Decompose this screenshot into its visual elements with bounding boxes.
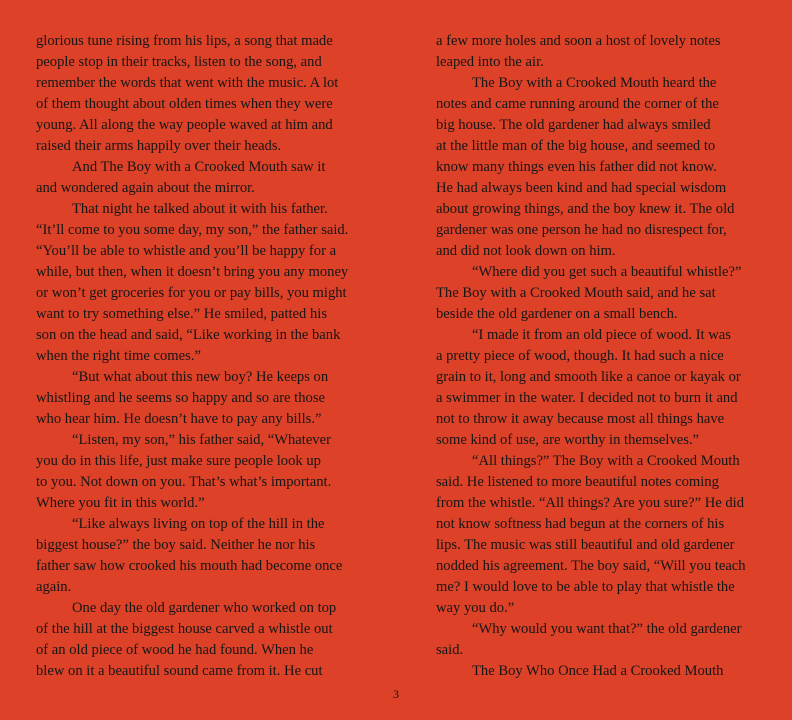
- text-line: and did not look down on him.: [436, 243, 616, 259]
- text-line: “It’ll come to you some day, my son,” the father said.: [36, 222, 349, 238]
- left-text-column: [36, 31, 368, 682]
- text-line: leaped into the air.: [436, 54, 544, 70]
- text-line: young. All along the way people waved at him and: [36, 117, 333, 133]
- text-line: The Boy with a Crooked Mouth said, and he sat: [436, 285, 716, 301]
- text-line: lips. The music was still beautiful and old gardener: [436, 537, 735, 553]
- text-line: raised their arms happily over their heads.: [36, 138, 282, 154]
- text-line: from the whistle. “All things? Are you sure?” He did: [436, 495, 745, 511]
- text-line: “Where did you get such a beautiful whistle?”: [472, 264, 742, 280]
- text-line: me? I would love to be able to play that whistle the: [436, 579, 735, 595]
- text-line: way you do.”: [436, 600, 515, 616]
- text-line: “I made it from an old piece of wood. It was: [472, 327, 731, 343]
- text-line: He had always been kind and had special wisdom: [436, 180, 727, 196]
- text-line: father saw how crooked his mouth had become once: [36, 558, 343, 574]
- text-line: at the little man of the big house, and seemed to: [436, 138, 716, 154]
- text-line: “Like always living on top of the hill in the: [72, 516, 325, 532]
- text-line: you do in this life, just make sure people look up: [36, 453, 321, 469]
- text-line: “You’ll be able to whistle and you’ll be happy for a: [36, 243, 337, 259]
- text-line: not to throw it away because most all things have: [436, 411, 725, 427]
- text-line: of the hill at the biggest house carved a whistle out: [36, 621, 333, 637]
- text-line: a swimmer in the water. I decided not to burn it and: [436, 390, 738, 406]
- text-line: people stop in their tracks, listen to the song, and: [36, 54, 322, 70]
- text-line: nodded his agreement. The boy said, “Will you teach: [436, 558, 746, 574]
- text-line: Where you fit in this world.”: [36, 495, 205, 511]
- text-line: remember the words that went with the music. A lot: [36, 75, 339, 91]
- text-line: son on the head and said, “Like working in the bank: [36, 327, 341, 343]
- text-line: about growing things, and the boy knew it. The old: [436, 201, 735, 217]
- text-line: a few more holes and soon a host of lovely notes: [436, 33, 721, 49]
- text-line: The Boy with a Crooked Mouth heard the: [472, 75, 717, 91]
- text-line: not know softness had begun at the corners of his: [436, 516, 725, 532]
- page-number: 3: [393, 687, 399, 701]
- text-line: who hear him. He doesn’t have to pay any bills.”: [36, 411, 322, 427]
- text-line: some kind of use, are worthy in themselves.”: [436, 432, 700, 448]
- text-line: said. He listened to more beautiful notes coming: [436, 474, 719, 490]
- text-line: while, but then, when it doesn’t bring you any money: [36, 264, 349, 280]
- text-line: whistling and he seems so happy and so are those: [36, 390, 325, 406]
- text-line: to you. Not down on you. That’s what’s important.: [36, 474, 332, 490]
- text-line: or won’t get groceries for you or pay bills, you might: [36, 285, 347, 301]
- text-line: glorious tune rising from his lips, a song that made: [36, 33, 333, 49]
- text-line: The Boy Who Once Had a Crooked Mouth: [472, 663, 724, 679]
- text-line: again.: [36, 579, 72, 595]
- text-line: That night he talked about it with his father.: [72, 201, 328, 217]
- text-line: And The Boy with a Crooked Mouth saw it: [72, 159, 326, 175]
- text-line: of an old piece of wood he had found. When he: [36, 642, 314, 658]
- text-line: notes and came running around the corner of the: [436, 96, 719, 112]
- text-line: a pretty piece of wood, though. It had such a nice: [436, 348, 724, 364]
- text-line: blew on it a beautiful sound came from it. He cut: [36, 663, 323, 679]
- text-line: big house. The old gardener had always smiled: [436, 117, 711, 133]
- text-line: “But what about this new boy? He keeps on: [72, 369, 329, 385]
- text-line: One day the old gardener who worked on top: [72, 600, 337, 616]
- text-line: want to try something else.” He smiled, patted his: [36, 306, 328, 322]
- text-line: gardener was one person he had no disrespect for,: [436, 222, 727, 238]
- text-line: “All things?” The Boy with a Crooked Mouth: [472, 453, 740, 469]
- text-line: “Why would you want that?” the old gardener: [472, 621, 742, 637]
- right-text-column: [436, 31, 766, 682]
- text-line: biggest house?” the boy said. Neither he nor his: [36, 537, 316, 553]
- text-line: said.: [436, 642, 464, 658]
- text-line: beside the old gardener on a small bench.: [436, 306, 678, 322]
- text-line: when the right time comes.”: [36, 348, 201, 364]
- text-line: of them thought about olden times when they were: [36, 96, 333, 112]
- text-line: “Listen, my son,” his father said, “Whatever: [72, 432, 331, 448]
- text-line: grain to it, long and smooth like a canoe or kayak or: [436, 369, 741, 385]
- text-line: know many things even his father did not know.: [436, 159, 717, 175]
- text-line: and wondered again about the mirror.: [36, 180, 255, 196]
